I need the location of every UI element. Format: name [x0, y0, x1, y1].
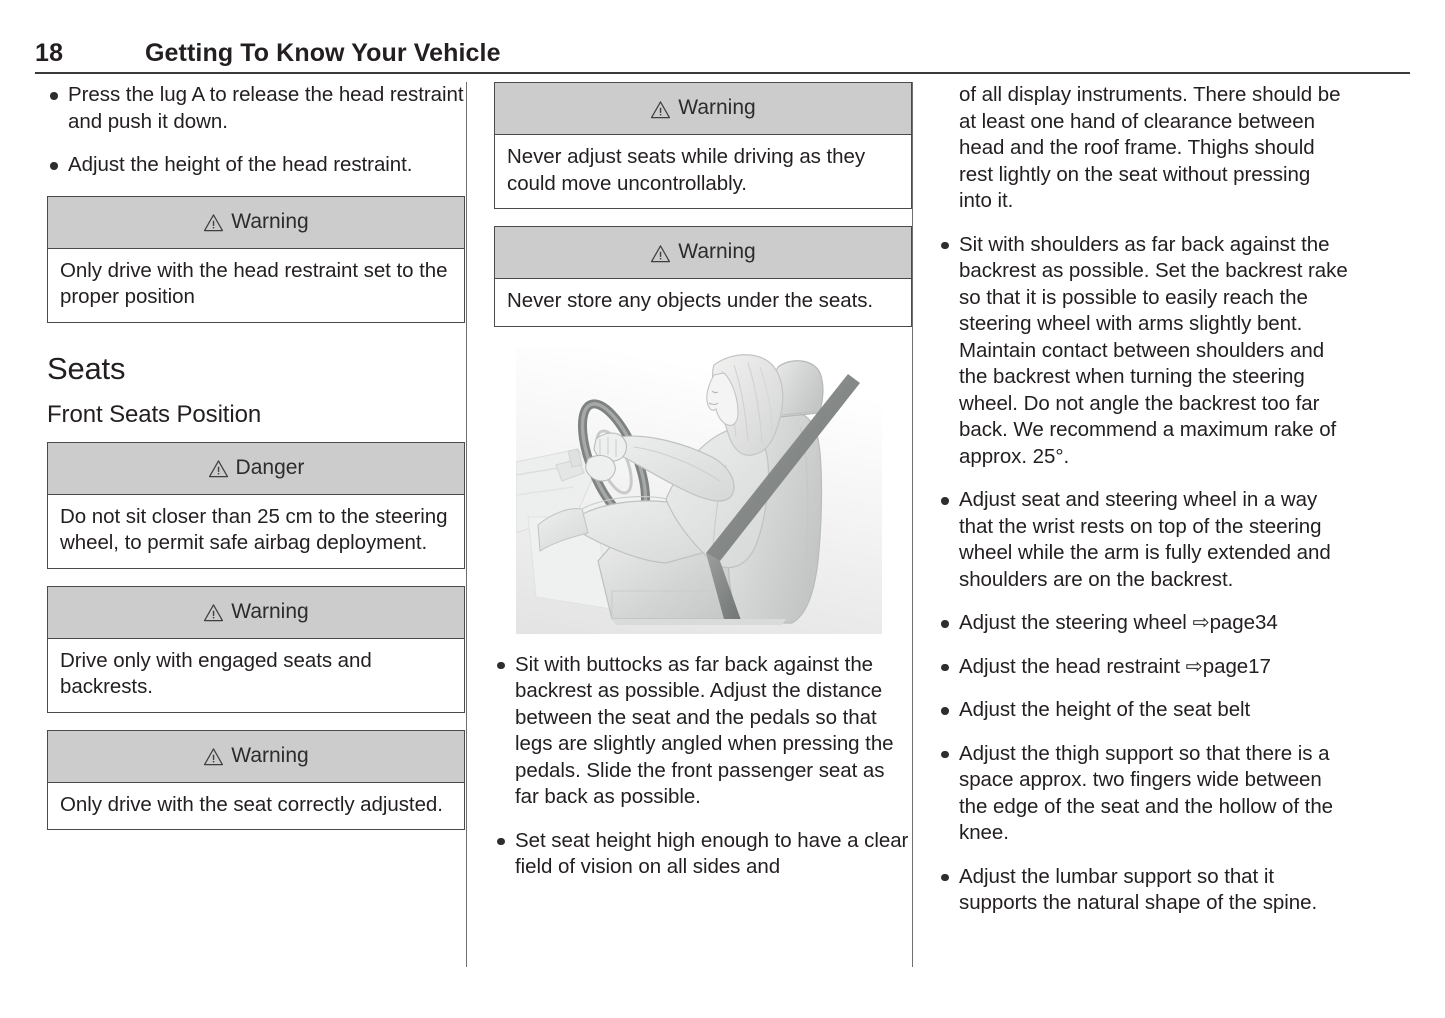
- list-item: [938, 654, 1348, 681]
- list-item-text: Sit with shoulders as far back against the backrest as possible. Set the backrest rake so that it is possible to easily reach the steering wheel with arms slightly bent. Maintain contact between shoulders and the backrest when turning the steering wheel. Do not angle the backrest too far back. We recommend a maximum rake of approx. 25°.: [959, 232, 1348, 468]
- callout-danger-airbag: [47, 442, 465, 569]
- warning-triangle-icon: [208, 459, 229, 478]
- subsection-heading-front-seats-position: Front Seats Position: [47, 400, 262, 428]
- callout-warning-head-restraint: [47, 196, 465, 323]
- list-item: Sit with buttocks as far back against the backrest as possible. Adjust the distance between the seat and the pedals so that legs are slightly angled when pressing the pedals. Slide the front passenger seat as far back as possible.: [494, 652, 912, 811]
- continuation-paragraph: of all display instruments. There should be at least one hand of clearance between head and the roof frame. Thighs should rest lightly on the seat without pressing into it.: [959, 83, 1341, 212]
- list-item: [938, 610, 1348, 637]
- list-item-text: Adjust the lumbar support so that it supports the natural shape of the spine.: [959, 864, 1318, 914]
- callout-header: [48, 443, 464, 495]
- callout-body: Do not sit closer than 25 cm to the steering wheel, to permit safe airbag deployment.: [60, 504, 448, 554]
- page-columns: [0, 82, 1445, 982]
- callout-header: [495, 83, 911, 135]
- list-item: [938, 487, 1348, 593]
- callout-label: Warning: [678, 96, 756, 119]
- callout-label: Danger: [235, 455, 305, 479]
- list-item: [938, 232, 1348, 471]
- warning-triangle-icon: [203, 747, 224, 766]
- warning-triangle-icon: [203, 213, 224, 232]
- callout-warning-engaged-seats: [47, 586, 465, 713]
- list-item-text: Adjust the head restraint: [959, 654, 1186, 678]
- list-item-text: Adjust the thigh support so that there is a space approx. two fingers wide between the edge of the seat and the hollow of the knee.: [959, 741, 1334, 844]
- middle-column: [494, 82, 912, 972]
- page-reference[interactable]: ⇨page17: [1185, 654, 1271, 678]
- callout-label: Warning: [231, 743, 309, 767]
- callout-header: [495, 227, 911, 279]
- warning-triangle-icon: [650, 244, 671, 263]
- right-bullet-list: [938, 232, 1348, 917]
- page-header: [35, 38, 1410, 74]
- list-item: Adjust the height of the head restraint.: [47, 152, 465, 179]
- callout-label: Warning: [678, 240, 756, 263]
- column-divider-right: [912, 82, 913, 967]
- callout-body: Only drive with the head restraint set to the proper position: [60, 258, 448, 308]
- column-divider-left: [466, 82, 467, 967]
- callout-label: Warning: [231, 599, 309, 623]
- callout-label: Warning: [231, 209, 309, 233]
- callout-warning-never-store: [494, 226, 912, 327]
- page-reference[interactable]: ⇨page34: [1192, 611, 1278, 634]
- left-column: [47, 82, 465, 972]
- list-item-text: Adjust the height of the seat belt: [959, 698, 1251, 721]
- right-column: [938, 82, 1348, 972]
- list-item: [938, 697, 1348, 724]
- callout-body: Only drive with the seat correctly adjusted.: [60, 792, 443, 816]
- left-bullet-list: [47, 82, 465, 179]
- list-item-text: Adjust the steering wheel: [959, 611, 1193, 634]
- callout-body: Never adjust seats while driving as they could move uncontrollably.: [507, 145, 866, 195]
- callout-header: [48, 197, 464, 249]
- callout-header: [48, 587, 464, 639]
- list-item: [938, 741, 1348, 847]
- callout-header: [48, 731, 464, 783]
- callout-body: Never store any objects under the seats.: [507, 289, 874, 312]
- list-item: Press the lug A to release the head restraint and push it down.: [47, 82, 465, 135]
- section-heading-seats: Seats: [47, 350, 126, 386]
- page-title: Getting To Know Your Vehicle: [145, 39, 501, 67]
- list-item-text: Adjust seat and steering wheel in a way that the wrist rests on top of the steering wheel while the arm is fully extended and shoulders are on the backrest.: [959, 488, 1331, 591]
- callout-warning-seat-adjusted: [47, 730, 465, 831]
- list-item: Set seat height high enough to have a clear field of vision on all sides and: [494, 828, 912, 881]
- callout-body: Drive only with engaged seats and backrests.: [60, 648, 372, 698]
- middle-bullet-list: [494, 652, 912, 881]
- page-number: 18: [35, 39, 64, 67]
- warning-triangle-icon: [203, 603, 224, 622]
- driver-seating-position-illustration: [516, 347, 882, 634]
- list-item: [938, 864, 1348, 917]
- callout-warning-never-adjust: [494, 82, 912, 209]
- warning-triangle-icon: [650, 100, 671, 119]
